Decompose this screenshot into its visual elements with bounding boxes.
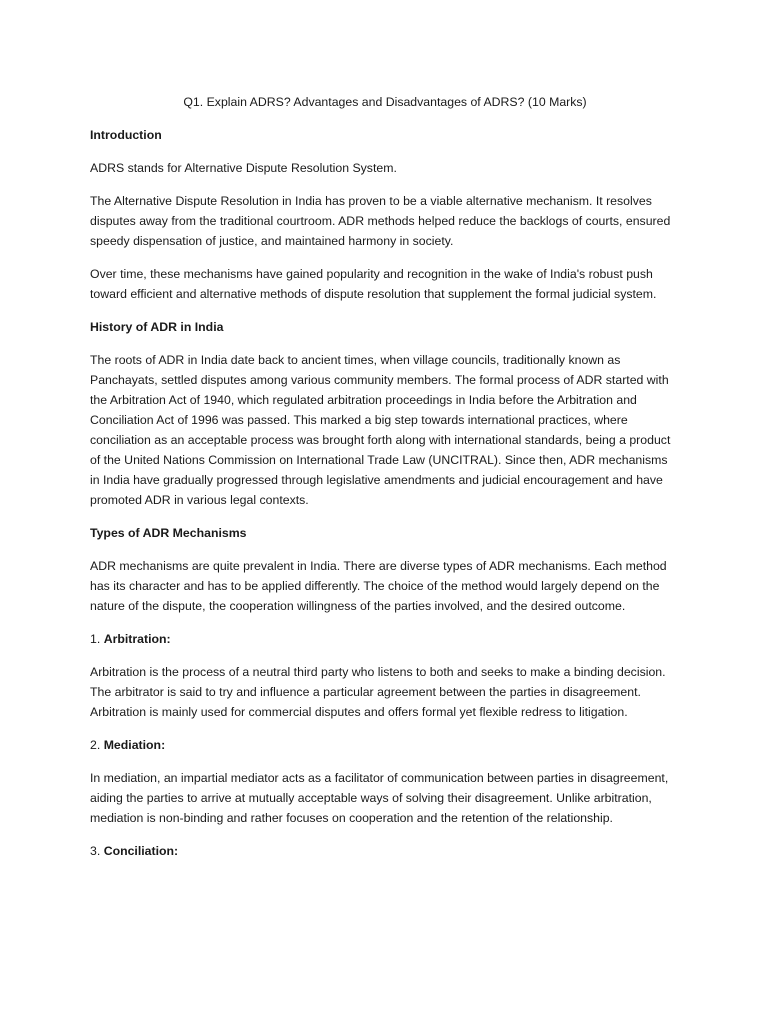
types-heading: Types of ADR Mechanisms — [90, 526, 247, 540]
document-title: Q1. Explain ADRS? Advantages and Disadvantages of ADRS? (10 Marks) — [183, 95, 587, 109]
document-page — [90, 92, 680, 874]
types-intro-paragraph: ADR mechanisms are quite prevalent in India. There are diverse types of ADR mechanisms. Each method has its character and has to be applied differently. The choice of the method would largely depend on the nature of the dispute, the cooperation willingness of the parties involved, and the desired outcome. — [90, 559, 667, 613]
arbitration-paragraph: Arbitration is the process of a neutral third party who listens to both and seeks to make a binding decision. The arbitrator is said to try and influence a particular agreement between the parties in disagreement. Arbitration is mainly used for commercial disputes and offers formal yet flexible redress to litigation. — [90, 665, 666, 719]
introduction-paragraph-3: Over time, these mechanisms have gained popularity and recognition in the wake of India's robust push toward efficient and alternative methods of dispute resolution that supplement the formal judicial system. — [90, 267, 657, 301]
history-paragraph: The roots of ADR in India date back to ancient times, when village councils, traditionally known as Panchayats, settled disputes among various community members. The formal process of ADR started with the Arbitration Act of 1940, which regulated arbitration proceedings in India before the Arbitration and Conciliation Act of 1996 was passed. This marked a big step towards international practices, where conciliation as an acceptable process was brought forth along with international standards, being a product of the United Nations Commission on International Trade Law (UNCITRAL). Since then, ADR mechanisms in India have gradually progressed through legislative amendments and judicial encouragement and have promoted ADR in various legal contexts. — [90, 353, 671, 507]
mediation-paragraph: In mediation, an impartial mediator acts as a facilitator of communication between parties in disagreement, aiding the parties to arrive at mutually acceptable ways of solving their disagreement. Unlike arbitration, mediation is non-binding and rather focuses on cooperation and the retention of the relationship. — [90, 771, 669, 825]
introduction-paragraph-1: ADRS stands for Alternative Dispute Resolution System. — [90, 161, 397, 175]
introduction-heading: Introduction — [90, 128, 162, 142]
item-number: 2. — [90, 738, 101, 752]
conciliation-heading — [90, 841, 680, 861]
history-heading: History of ADR in India — [90, 320, 224, 334]
item-label: Conciliation: — [103, 844, 179, 858]
item-label: Arbitration: — [103, 632, 171, 646]
item-number: 1. — [90, 632, 101, 646]
item-label: Mediation: — [103, 738, 166, 752]
arbitration-heading — [90, 629, 680, 649]
introduction-paragraph-2: The Alternative Dispute Resolution in India has proven to be a viable alternative mechanism. It resolves disputes away from the traditional courtroom. ADR methods helped reduce the backlogs of courts, ensured speedy dispensation of justice, and maintained harmony in society. — [90, 194, 671, 248]
mediation-heading — [90, 735, 680, 755]
item-number: 3. — [90, 844, 101, 858]
